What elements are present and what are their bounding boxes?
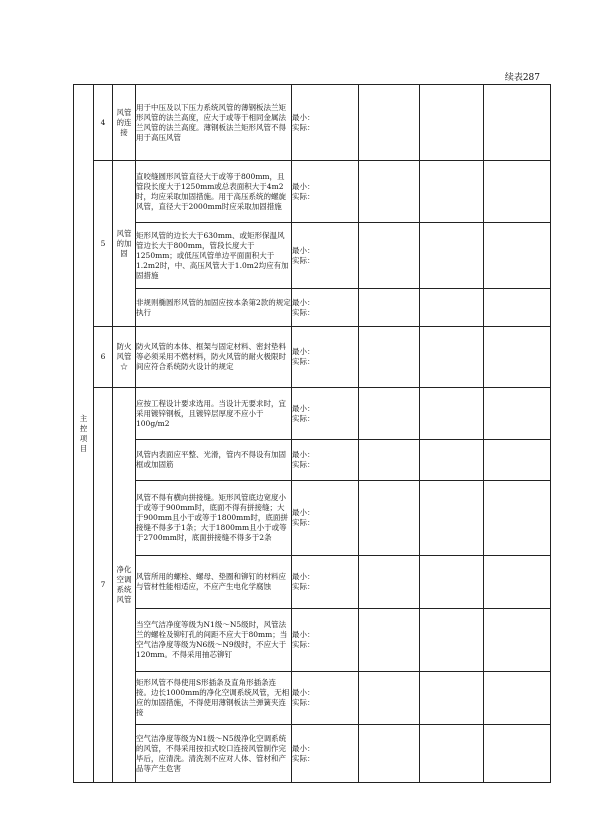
blank-cell [484,223,551,289]
item-name: 风管的加固 [113,161,136,327]
requirement-text: 风管所用的螺栓、螺母、垫圈和铆钉的材料应与管材性能相适应，不应产生电化学腐蚀 [136,556,292,609]
blank-cell [359,672,420,725]
requirement-text: 用于中压及以下压力系统风管的薄钢板法兰矩形风管的法兰高度，应大于或等于相同金属法兰风管的法兰高度。薄钢板法兰矩形风管不得用于高压风管 [136,85,292,161]
min-label: 最小： [292,450,315,459]
blank-cell [420,440,484,481]
item-name: 净化空调系统风管 [113,388,136,783]
min-label: 最小： [292,297,315,307]
min-label: 最小： [292,630,315,639]
table-row [74,609,551,672]
min-label: 最小： [292,688,315,697]
blank-cell [359,440,420,481]
requirement-text: 非规则椭圆形风管的加固应按本条第2款的规定执行 [136,289,292,327]
actual-label: 实际： [292,413,315,423]
blank-cell [484,481,551,556]
min-label: 最小： [292,572,315,581]
blank-cell [484,440,551,481]
actual-label: 实际： [292,357,315,366]
blank-cell [420,725,484,783]
min-label: 最小： [292,403,315,413]
blank-cell [420,481,484,556]
check-cell [292,556,359,609]
table-row [74,481,551,556]
blank-cell [420,85,484,161]
item-name: 防火风管☆ [113,327,136,388]
check-cell [292,161,359,223]
requirement-text: 直咬缝圆形风管直径大于或等于800mm，且管段长度大于1250mm或总表面积大于4m2时，均应采取加固措施。用于高压系统的螺旋风管，直径大于2000mm时应采取加固措施 [136,161,292,223]
inspection-table [73,84,551,783]
blank-cell [359,161,420,223]
blank-cell [484,609,551,672]
min-label: 最小： [292,245,315,255]
table-row [74,556,551,609]
blank-cell [484,388,551,440]
actual-label: 实际： [292,582,315,591]
min-label: 最小： [292,347,315,356]
blank-cell [484,556,551,609]
requirement-text: 矩形风管的边长大于630mm、或矩形保温风管边长大于800mm，管段长度大于1250mm；或低压风管单边平面面积大于1.2m2时，中、高压风管大于1.0m2均应有加固措施 [136,223,292,289]
item-number: 7 [94,388,113,783]
blank-cell [484,672,551,725]
item-name: 风管的连接 [113,85,136,161]
blank-cell [359,85,420,161]
table-row [74,223,551,289]
blank-cell [420,161,484,223]
actual-label: 实际： [292,191,315,201]
blank-cell [420,609,484,672]
blank-cell [359,609,420,672]
table-row [74,440,551,481]
actual-label: 实际： [292,307,315,317]
category-label: 主控项目 [79,413,88,453]
check-cell [292,289,359,327]
actual-label: 实际： [292,640,315,649]
blank-cell [420,388,484,440]
continued-label: 续表287 [504,73,540,83]
requirement-text: 防火风管的本体、框架与固定材料、密封垫料等必须采用不燃材料，防火风管的耐火极限时间应符合系统防火设计的规定 [136,327,292,388]
blank-cell [420,556,484,609]
blank-cell [484,289,551,327]
requirement-text: 矩形风管不得使用S形插条及直角形插条连接。边长1000mm的净化空调系统风管，无相应的加固措施，不得使用薄钢板法兰弹簧夹连接 [136,672,292,725]
check-cell [292,223,359,289]
blank-cell [484,327,551,388]
requirement-text: 应按工程设计要求选用。当设计无要求时，宜采用镀锌钢板，且镀锌层厚度不应小于100g/m2 [136,388,292,440]
check-cell [292,725,359,783]
actual-label: 实际： [292,122,315,132]
blank-cell [359,556,420,609]
blank-cell [359,725,420,783]
blank-cell [359,388,420,440]
check-cell [292,85,359,161]
blank-cell [420,289,484,327]
check-cell [292,481,359,556]
blank-cell [420,672,484,725]
table-row [74,85,551,161]
check-cell [292,327,359,388]
check-cell [292,440,359,481]
actual-label: 实际： [292,698,315,707]
blank-cell [359,223,420,289]
blank-cell [359,481,420,556]
blank-cell [420,223,484,289]
requirement-text: 风管内表面应平整、光滑，管内不得设有加固框或加固筋 [136,440,292,481]
item-number: 6 [94,327,113,388]
requirement-text: 空气洁净度等级为N1级～N5级净化空调系统的风管，不得采用按扣式咬口连接风管制作完毕后，应清洗。清洗剂不应对人体、管材和产品等产生危害 [136,725,292,783]
min-label: 最小： [292,181,315,191]
item-number: 4 [94,85,113,161]
requirement-text: 风管不得有横向拼接缝。矩形风管底边宽度小于或等于900mm时，底面不得有拼接缝；大于900mm且小于或等于1800mm时，底面拼接缝不得多于1条；大于1800mm且小于或等于2700mm时，底面拼接缝不得多于2条 [136,481,292,556]
table-row [74,725,551,783]
item-number: 5 [94,161,113,327]
actual-label: 实际： [292,255,315,265]
blank-cell [359,327,420,388]
actual-label: 实际： [292,518,315,527]
table-row [74,289,551,327]
min-label: 最小： [292,508,315,517]
blank-cell [484,725,551,783]
category-cell [74,85,94,783]
min-label: 最小： [292,112,315,122]
table-row [74,161,551,223]
check-cell [292,609,359,672]
blank-cell [359,289,420,327]
table-row [74,672,551,725]
actual-label: 实际： [292,460,315,469]
requirement-text: 当空气洁净度等级为N1级～N5级时，风管法兰的螺栓及铆钉孔的间距不应大于80mm；当空气洁净度等级为N6级～N9级时，不应大于120mm。不得采用抽芯铆钉 [136,609,292,672]
blank-cell [420,327,484,388]
blank-cell [484,85,551,161]
min-label: 最小： [292,743,315,753]
table-row [74,327,551,388]
blank-cell [484,161,551,223]
check-cell [292,388,359,440]
actual-label: 实际： [292,753,315,763]
check-cell [292,672,359,725]
table-row [74,388,551,440]
